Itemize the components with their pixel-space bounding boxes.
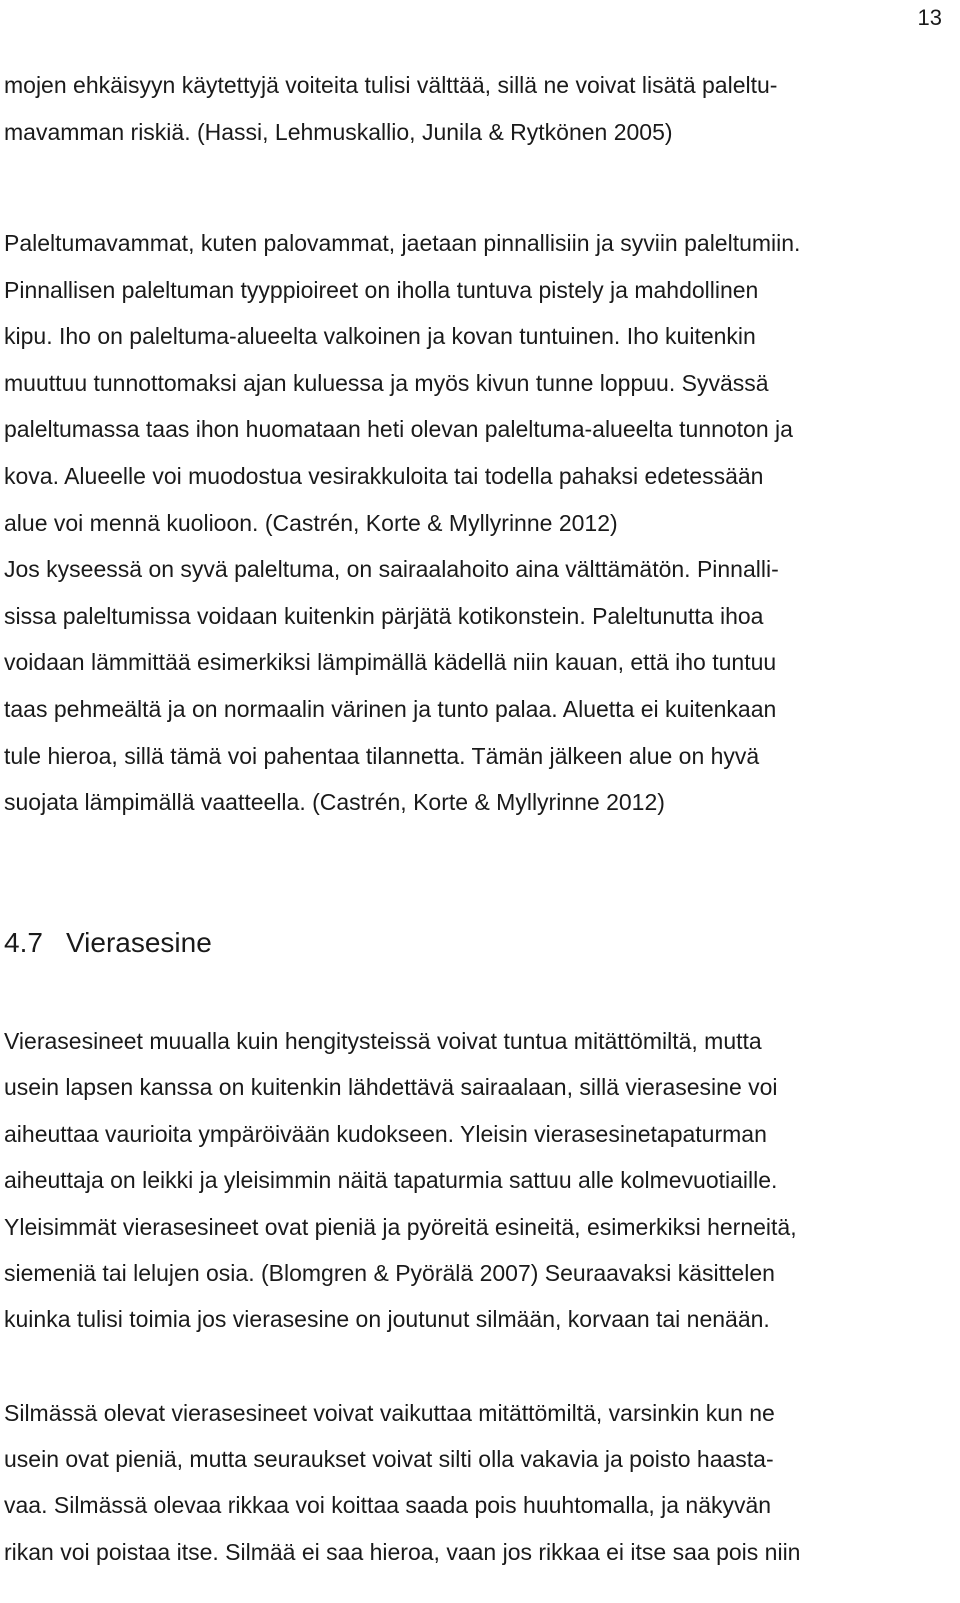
text-line: voidaan lämmittää esimerkiksi lämpimällä kädellä niin kauan, että iho tuntuu — [4, 649, 777, 676]
text-line: usein ovat pieniä, mutta seuraukset voivat silti olla vakavia ja poisto haasta- — [4, 1446, 774, 1473]
section-title: Vierasesine — [66, 927, 212, 958]
text-line: siemeniä tai lelujen osia. (Blomgren & Pyörälä 2007) Seuraavaksi käsittelen — [4, 1259, 775, 1286]
text-line: kova. Alueelle voi muodostua vesirakkuloita tai todella pahaksi edetessään — [4, 462, 764, 489]
paragraph-foreign-objects — [4, 1018, 944, 1343]
text-line: vaa. Silmässä olevaa rikkaa voi koittaa saada pois huuhtomalla, ja näkyvän — [4, 1492, 772, 1519]
text-line: rikan voi poistaa itse. Silmää ei saa hieroa, vaan jos rikkaa ei itse saa pois niin — [4, 1538, 801, 1565]
text-line: alue voi mennä kuolioon. (Castrén, Korte & Myllyrinne 2012) — [4, 509, 618, 536]
text-line: aiheuttaa vaurioita ympäröivään kudokseen. Yleisin vierasesinetapaturman — [4, 1120, 767, 1147]
text-line: muuttuu tunnottomaksi ajan kuluessa ja myös kivun tunne loppuu. Syvässä — [4, 369, 769, 396]
paragraph-frostbite-types — [4, 220, 944, 826]
text-line: kuinka tulisi toimia jos vierasesine on joutunut silmään, korvaan tai nenään. — [4, 1306, 770, 1333]
paragraph-cold-cream-risk — [4, 62, 944, 156]
text-line: kipu. Iho on paleltuma-alueelta valkoinen ja kovan tuntuinen. Iho kuitenkin — [4, 323, 756, 350]
text-line: taas pehmeältä ja on normaalin värinen ja tunto palaa. Aluetta ei kuitenkaan — [4, 695, 777, 722]
text-line: suojata lämpimällä vaatteella. (Castrén, Korte & Myllyrinne 2012) — [4, 789, 665, 816]
text-line: Silmässä olevat vierasesineet voivat vaikuttaa mitättömiltä, varsinkin kun ne — [4, 1400, 775, 1426]
paragraph-eye-objects — [4, 1390, 944, 1575]
text-line: usein lapsen kanssa on kuitenkin lähdettävä sairaalaan, sillä vierasesine voi — [4, 1074, 778, 1101]
text-line: tule hieroa, sillä tämä voi pahentaa tilannetta. Tämän jälkeen alue on hyvä — [4, 742, 760, 769]
section-heading — [4, 920, 212, 966]
text-line: Paleltumavammat, kuten palovammat, jaetaan pinnallisiin ja syviin paleltumiin. — [4, 230, 801, 256]
section-number: 4.7 — [4, 927, 43, 958]
text-line: Yleisimmät vierasesineet ovat pieniä ja pyöreitä esineitä, esimerkiksi herneitä, — [4, 1213, 797, 1240]
text-line: aiheuttaja on leikki ja yleisimmin näitä tapaturmia sattuu alle kolmevuotiaille. — [4, 1167, 778, 1194]
page-number: 13 — [917, 5, 942, 30]
text-line: Pinnallisen paleltuman tyyppioireet on iholla tuntuva pistely ja mahdollinen — [4, 276, 759, 303]
text-line: sissa paleltumissa voidaan kuitenkin pärjätä kotikonstein. Paleltunutta ihoa — [4, 602, 764, 629]
text-line: paleltumassa taas ihon huomataan heti olevan paleltuma-alueelta tunnoton ja — [4, 416, 793, 443]
text-line: Vierasesineet muualla kuin hengitysteissä voivat tuntua mitättömiltä, mutta — [4, 1028, 762, 1054]
text-line: Jos kyseessä on syvä paleltuma, on sairaalahoito aina välttämätön. Pinnalli- — [4, 556, 779, 583]
text-line: mojen ehkäisyyn käytettyjä voiteita tulisi välttää, sillä ne voivat lisätä paleltu- — [4, 72, 778, 98]
text-line: mavamman riskiä. (Hassi, Lehmuskallio, Junila & Rytkönen 2005) — [4, 119, 673, 145]
